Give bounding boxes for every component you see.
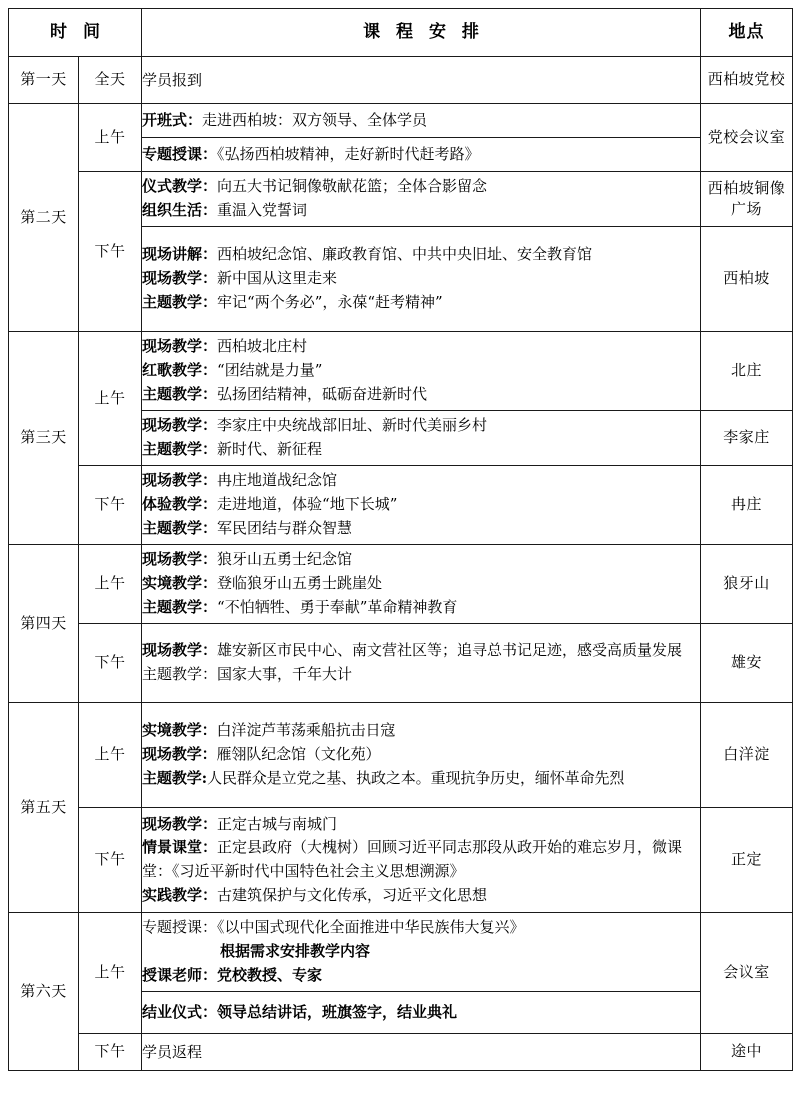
half-label-d5-pm: 下午 [79,808,142,913]
course-line [142,109,700,132]
half-label-d2-pm: 下午 [79,172,142,332]
course-text: 登临狼牙山五勇士跳崖处 [217,574,383,593]
course-text: “团结就是力量” [217,361,323,380]
course-line [142,596,700,620]
place-cell-d6-am: 会议室 [701,913,793,1034]
course-label: 开班式： [142,111,203,130]
course-label: 现场教学： [142,641,218,660]
course-label: 现场教学： [142,471,218,490]
course-text: 西柏坡北庄村 [217,337,308,356]
course-line [142,517,700,541]
course-line [142,267,700,291]
course-text: 李家庄中央统战部旧址、新时代美丽乡村 [217,416,488,435]
course-label: 现场教学： [142,416,218,435]
course-cell-d5-am [142,703,701,808]
course-line [142,813,700,837]
course-label: 主题教学： [142,518,218,537]
course-line [142,964,700,988]
course-label: 授课老师： [142,965,218,984]
course-cell-d6-am2 [142,992,701,1034]
course-text: 弘扬团结精神，砥砺奋进新时代 [217,384,428,403]
course-line [142,335,700,359]
course-line [142,438,700,462]
table-row [9,808,793,913]
course-cell-d4-am [142,545,701,624]
course-cell-d6-am1 [142,913,701,992]
course-text: 古建筑保护与文化传承，习近平文化思想 [217,885,488,904]
place-cell-d6-pm: 途中 [701,1034,793,1071]
course-text: 正定古城与南城门 [217,814,338,833]
course-text: 西柏坡纪念馆、廉政教育馆、中共中央旧址、安全教育馆 [217,245,593,264]
course-label: 主题教学： [142,440,218,458]
course-line [142,469,700,493]
course-line [142,639,700,663]
header-place: 地点 [701,9,793,57]
course-label: 现场教学： [142,550,218,569]
course-text: 走进地道，体验“地下长城” [217,495,398,514]
course-line [142,548,700,572]
course-line [142,572,700,596]
course-text: 党校教授、专家 [217,965,323,984]
place-cell-d5-am: 白洋淀 [701,703,793,808]
course-line: 学员返程 [142,1042,203,1061]
course-label: 主题教学： [142,665,218,683]
course-line [142,199,700,223]
course-cell-d2-am1 [142,104,701,138]
half-label-d6-pm: 下午 [79,1034,142,1071]
place-cell-d5-pm: 正定 [701,808,793,913]
table-row [9,703,793,808]
course-line [142,243,700,267]
course-text: 向五大书记铜像敬献花篮；全体合影留念 [217,177,488,196]
course-line [142,767,700,791]
course-label: 仪式教学： [142,177,218,196]
course-line [142,383,700,407]
table-row [9,104,793,138]
course-label: 体验教学： [142,495,218,514]
course-label: 现场讲解： [142,245,218,264]
place-cell-d1: 西柏坡党校 [701,57,793,104]
course-line [142,291,700,315]
course-text: 军民团结与群众智慧 [217,518,353,537]
course-text: 领导总结讲话，班旗签字，结业典礼 [217,1003,458,1022]
course-cell-d3-am2 [142,411,701,466]
course-label: 现场教学： [142,337,218,356]
table-row [9,172,793,227]
table-row [9,332,793,411]
half-label-d2-am: 上午 [79,104,142,172]
course-label: 结业仪式： [142,1003,218,1022]
table-row [9,545,793,624]
half-label-d3-am: 上午 [79,332,142,466]
course-line [142,663,700,687]
table-row [9,57,793,104]
course-label: 实践教学： [142,885,218,904]
course-text: 《以中国式现代化全面推进中华民族伟大复兴》 [217,918,525,937]
course-label: 主题教学： [142,384,218,403]
course-line [142,1001,700,1024]
course-line [142,143,700,166]
course-line [142,175,700,199]
table-row [9,466,793,545]
course-label: 主题教学: [142,768,208,787]
place-cell-d4-am: 狼牙山 [701,545,793,624]
course-label: 现场教学： [142,745,217,764]
course-line [142,836,700,883]
table-row [9,913,793,992]
course-text: 牢记“两个务必”，永葆“赶考精神” [217,292,443,311]
course-text: 白洋淀芦苇荡乘船抗击日寇 [216,721,396,740]
course-cell-d5-pm [142,808,701,913]
course-text: 人民群众是立党之基、执政之本。重现抗争历史，缅怀革命先烈 [207,768,625,787]
course-line: 学员报到 [142,70,203,89]
half-label-d4-pm: 下午 [79,624,142,703]
course-text: “不怕牺牲、勇于奉献”革命精神教育 [217,597,458,616]
course-cell-d3-pm [142,466,701,545]
table-row [9,1034,793,1071]
course-label: 情景课堂： [142,838,218,857]
course-line [142,916,700,940]
course-cell-d6-pm [142,1034,701,1071]
course-text: 雄安新区市民中心、南文营社区等；追寻总书记足迹，感受高质量发展 [217,641,683,660]
course-text: 《弘扬西柏坡精神，走好新时代赶考路》 [217,145,480,164]
half-label-d3-pm: 下午 [79,466,142,545]
place-cell-d3-pm: 冉庄 [701,466,793,545]
course-text: 雁翎队纪念馆（文化苑） [216,745,381,764]
table-row [9,624,793,703]
course-line [142,414,700,438]
course-label: 主题教学： [142,292,218,311]
course-label: 现场教学： [142,814,218,833]
course-line [142,743,700,767]
course-text: 重温入党誓词 [217,201,308,219]
place-cell-d2-am: 党校会议室 [701,104,793,172]
course-cell-d1 [142,57,701,104]
place-cell-d2-pm2: 西柏坡 [701,227,793,332]
course-line [142,719,700,743]
day-label-2: 第二天 [9,104,79,332]
course-line [142,940,700,964]
course-text: 国家大事，千年大计 [217,665,353,683]
course-text: 正定县政府（大槐树）回顾习近平同志那段从政开始的难忘岁月，微课堂：《习近平新时代中国特色社会主义思想溯源》 [142,838,683,880]
course-label: 组织生活： [142,201,218,219]
course-cell-d2-pm1 [142,172,701,227]
course-text: 根据需求安排教学内容 [220,942,371,961]
day-label-6: 第六天 [9,913,79,1071]
course-label: 主题教学： [142,597,218,616]
course-text: 新时代、新征程 [217,440,323,458]
day-label-1: 第一天 [9,57,79,104]
course-text: 冉庄地道战纪念馆 [217,471,338,490]
course-label: 实境教学： [142,721,217,740]
place-cell-d3-am2: 李家庄 [701,411,793,466]
course-line [142,884,700,908]
course-label: 实境教学： [142,574,218,593]
course-label: 红歌教学： [142,361,218,380]
day-label-4: 第四天 [9,545,79,703]
course-line [142,493,700,517]
course-label: 专题授课： [142,918,218,937]
place-cell-d3-am1: 北庄 [701,332,793,411]
course-cell-d2-am2 [142,138,701,172]
place-cell-d2-pm1: 西柏坡铜像广场 [701,172,793,227]
half-label-d5-am: 上午 [79,703,142,808]
course-text: 狼牙山五勇士纪念馆 [217,550,353,569]
half-label-d1-allday: 全天 [79,57,142,104]
half-label-d4-am: 上午 [79,545,142,624]
course-text: 走进西柏坡：双方领导、全体学员 [202,111,428,130]
header-course: 课 程 安 排 [142,9,701,57]
day-label-5: 第五天 [9,703,79,913]
course-cell-d4-pm [142,624,701,703]
day-label-3: 第三天 [9,332,79,545]
course-line [142,359,700,383]
table-header-row [9,9,793,57]
place-cell-d4-pm: 雄安 [701,624,793,703]
course-text: 新中国从这里走来 [217,269,338,288]
half-label-d6-am: 上午 [79,913,142,1034]
training-schedule-table [8,8,793,1071]
course-label: 专题授课： [142,145,218,164]
course-cell-d2-pm2 [142,227,701,332]
course-cell-d3-am1 [142,332,701,411]
course-label: 现场教学： [142,269,218,288]
header-time: 时 间 [9,9,142,57]
